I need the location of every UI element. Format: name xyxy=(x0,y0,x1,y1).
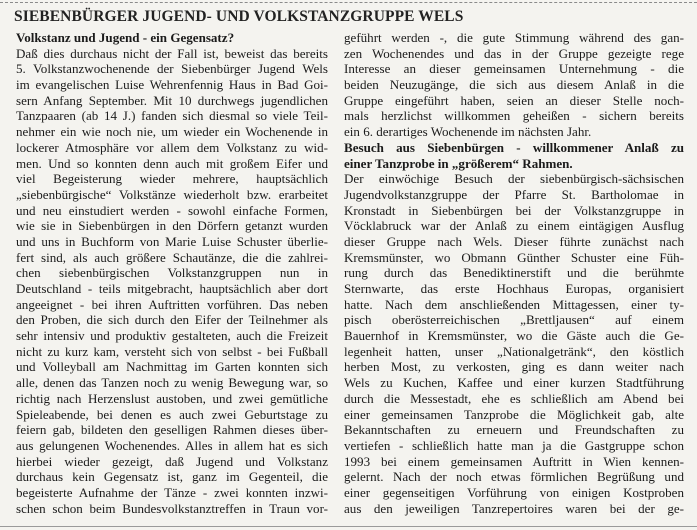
text-line: pisch oberösterreichischen „Brettljausen“ auf einem xyxy=(344,312,684,328)
text-line: Jugendvolkstanzgruppe der Pfarre St. Bartholomae in xyxy=(344,186,684,202)
masthead-title: SIEBENBÜRGER JUGEND- UND VOLKSTANZGRUPPE WELS xyxy=(14,8,464,25)
text-line: mals herzlichst willkommen geheißen - sichern bereits xyxy=(344,108,684,124)
text-line: aus gelungenen Wochenendes. Alles in allem hat es sich xyxy=(16,437,328,453)
text-line: Wels zu Kuchen, Kaffee und einer kurzen Stadtführung xyxy=(344,375,684,391)
text-line: beiden Neuzugänge, die sich aus diesem Anlaß in die xyxy=(344,77,684,93)
text-line: sehr intensiv und produktiv gestalteten, auch die Freizeit xyxy=(16,328,328,344)
text-line: hierbei wieder gezeigt, daß Jugend und Volkstanz xyxy=(16,453,328,469)
text-line: einer gemeinsamen Tanzprobe die Möglichkeit gab, alte xyxy=(344,406,684,422)
text-line: den Proben, die sich durch den Eifer der Teilnehmer als xyxy=(16,312,328,328)
bottom-divider xyxy=(0,526,697,528)
top-divider xyxy=(0,2,697,4)
text-line: rung durch das Benediktinerstift und die berühmte xyxy=(344,265,684,281)
text-line: geführt werden -, die gute Stimmung während des gan- xyxy=(344,30,684,45)
text-line: 1993 bei einem gemeinsamen Auftritt in Wien kennen- xyxy=(344,453,684,469)
text-line: schen schon beim Bundesvolkstanztreffen in Traun vor- xyxy=(16,500,328,516)
text-line: Kremsmünster, wo Obmann Günther Schuster eine Füh- xyxy=(344,249,684,265)
text-line: Kronstadt in Siebenbürgen bei der Volkstanzgruppe in xyxy=(344,202,684,218)
text-line: und neu einstudiert werden - sowohl einfache Formen, xyxy=(16,202,328,218)
text-line: vertiefen - schließlich hatte man ja die Gastgruppe schon xyxy=(344,437,684,453)
text-line: nicht zu kurz kam, versteht sich von selbst - bei Fußball xyxy=(16,343,328,359)
text-line: Daß dies durchaus nicht der Fall ist, beweist das bereits xyxy=(16,45,328,61)
text-line: richtig nach Herzenslust austoben, und zwei gemütliche xyxy=(16,390,328,406)
text-line: lockerer Atmosphäre vor allem dem Volkstanz zu wid- xyxy=(16,139,328,155)
text-line: alle, denen das Tanzen noch zu wenig Bewegung war, so xyxy=(16,375,328,391)
text-line: Gruppe eingeführt haben, seien an dieser Stelle noch- xyxy=(344,92,684,108)
text-line: nehmer ein wie noch nie, um wieder ein Wochenende in xyxy=(16,124,328,140)
text-line: und Volleyball am Nachmittag im Garten konnten sich xyxy=(16,359,328,375)
right-column-body-top xyxy=(344,30,684,140)
article-heading-2 xyxy=(344,140,684,171)
text-line: einer gegenseitigen Vorführung von einigen Kostproben xyxy=(344,484,684,500)
text-line: wie sie in Siebenbürgen in den Dörfern getanzt wurden xyxy=(16,218,328,234)
text-line: Spieleabende, bei denen es auch zwei Geburtstage zu xyxy=(16,406,328,422)
text-line: Tanzpaaren (ab 14 J.) fanden sich diesmal so viele Teil- xyxy=(16,108,328,124)
text-line: herben Most, zu verkosten, ging es dann weiter nach xyxy=(344,359,684,375)
text-line: zen Wochenendes und das in der Gruppe gezeigte rege xyxy=(344,45,684,61)
text-line: Deutschland - teils mitgebracht, hauptsächlich aber dort xyxy=(16,281,328,296)
text-line: aus den jeweiligen Tanzrepertoires waren bei der ge- xyxy=(344,500,684,516)
right-column xyxy=(344,30,684,516)
text-line: im evangelischen Luise Wehrenfennig Haus in Bad Goi- xyxy=(16,77,328,93)
text-line: Interesse an dieser gemeinsamen Unternehmung - die xyxy=(344,61,684,77)
text-line: Der einwöchige Besuch der siebenbürgisch-sächsischen xyxy=(344,171,684,187)
text-line: Bekanntschaften zu erneuern und Freundschaften zu xyxy=(344,422,684,438)
text-line: durch die Messestadt, ehe es schließlich am Abend bei xyxy=(344,390,684,406)
left-column-body xyxy=(16,46,328,517)
text-line: 5. Volkstanzwochenende der Siebenbürger Jugend Wels xyxy=(16,61,328,77)
right-column-body-bottom xyxy=(344,171,684,516)
text-line: und uns in Buchform von Marie Luise Schuster überlie- xyxy=(16,233,328,249)
text-line: sern Anfang September. Mit 10 durchwegs jugendlichen xyxy=(16,92,328,108)
text-line: gelernt. Nach der noch etwas förmlichen Begrüßung und xyxy=(344,469,684,485)
text-line: legenheit hatten, unser „Nationalgetränk“, den köstlich xyxy=(344,343,684,359)
text-line: angeeignet - bei ihren Auftritten vorführen. Das neben xyxy=(16,296,328,312)
heading-line: Besuch aus Siebenbürgen - willkommener Anlaß zu xyxy=(344,139,684,155)
text-line: durchaus kein Gegensatz ist, ganz im Gegenteil, die xyxy=(16,469,328,485)
article-heading: Volkstanz und Jugend - ein Gegensatz? xyxy=(16,30,235,45)
text-line: „siebenbürgische“ Volkstänze wiederholt bzw. erarbeitet xyxy=(16,186,328,202)
text-line: Bauernhof in Kremsmünster, wo die Gäste auch die Ge- xyxy=(344,328,684,344)
text-line: men. Und so konnten denn auch mit großem Eifer und xyxy=(16,155,328,171)
left-column xyxy=(16,30,328,516)
text-line: dieser Gruppe nach Wels. Dieser führte zunächst nach xyxy=(344,233,684,249)
text-line: hatte. Nach dem anschließenden Mittagessen, einer ty- xyxy=(344,296,684,312)
text-line: chen siebenbürgischen Volkstanzgruppen nun in xyxy=(16,265,328,281)
text-line: feiern gab, bildeten den geselligen Rahmen dieses über- xyxy=(16,422,328,438)
text-line: Sternwarte, das erste Hochhaus Europas, organisiert xyxy=(344,281,684,296)
text-line: Vöcklabruck war der Anlaß zu einem eintägigen Ausflug xyxy=(344,218,684,234)
text-line: begeisterte Aufnahme der Tänze - zwei konnten inzwi- xyxy=(16,484,328,500)
text-line: ein 6. derartiges Wochenende im nächsten Jahr. xyxy=(344,124,592,140)
text-line: fert sind, als auch größere Schautänze, die die zahlrei- xyxy=(16,249,328,265)
text-line: viel Begeisterung wieder mehrere, hauptsächlich xyxy=(16,171,328,187)
heading-line: einer Tanzprobe in „größerem“ Rahmen. xyxy=(344,155,573,171)
